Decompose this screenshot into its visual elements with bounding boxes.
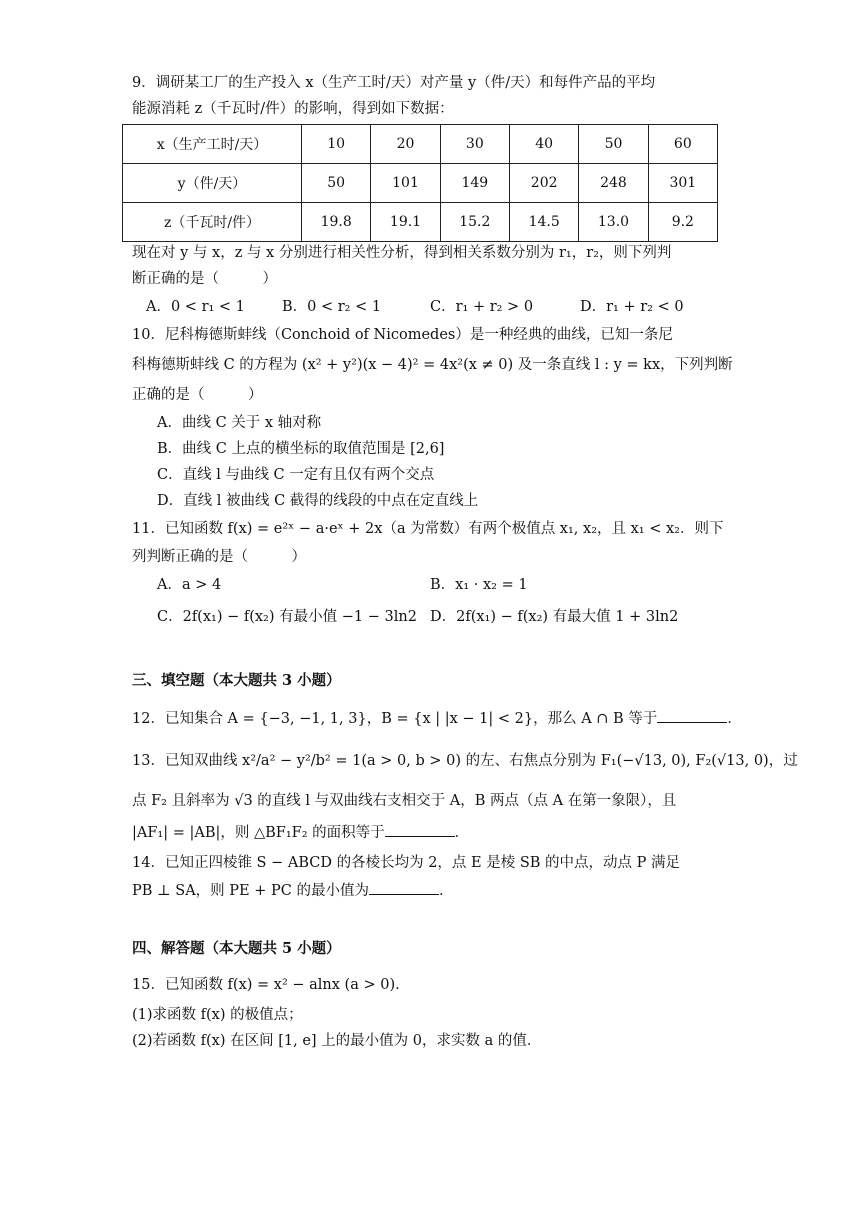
q10-line2: 科梅德斯蚌线 C 的方程为 (x² + y²)(x − 4)² = 4x²(x ≠ 0) 及一条直线 l : y = kx，下列判断 <box>132 357 733 373</box>
table-row-head: z（千瓦时/件） <box>123 203 302 242</box>
table-cell: 20 <box>371 125 440 164</box>
table-cell: 14.5 <box>509 203 578 242</box>
q15-part2: (2)若函数 f(x) 在区间 [1, e] 上的最小值为 0，求实数 a 的值． <box>132 1033 542 1049</box>
table-cell: 101 <box>371 164 440 203</box>
q14-line1: 14．已知正四棱锥 S − ABCD 的各棱长均为 2，点 E 是棱 SB 的中点，动点 P 满足 <box>132 855 681 871</box>
q12-answer-blank[interactable] <box>657 708 727 723</box>
q13-period: ． <box>454 825 470 841</box>
q10-option-a[interactable]: A．曲线 C 关于 x 轴对称 <box>157 415 322 431</box>
q12-text: 12．已知集合 A = {−3, −1, 1, 3}，B = {x | |x − 1| < 2}，那么 A ∩ B 等于 <box>132 711 658 727</box>
table-cell: 248 <box>579 164 648 203</box>
table-cell: 15.2 <box>440 203 509 242</box>
q9-option-b[interactable]: B．0 < r₂ < 1 <box>282 299 382 315</box>
q15-line1: 15．已知函数 f(x) = x² − alnx (a > 0)． <box>132 977 410 993</box>
q13-line1: 13．已知双曲线 x²/a² − y²/b² = 1(a > 0, b > 0) 的左、右焦点分别为 F₁(−√13, 0), F₂(√13, 0)，过 <box>132 753 798 769</box>
q14-text: PB ⊥ SA，则 PE + PC 的最小值为 <box>132 883 369 899</box>
table-row-head: x（生产工时/天） <box>123 125 302 164</box>
table-cell: 50 <box>579 125 648 164</box>
q9-option-d[interactable]: D．r₁ + r₂ < 0 <box>580 299 684 315</box>
q11-line1: 11．已知函数 f(x) = e²ˣ − a·eˣ + 2x（a 为常数）有两个极值点 x₁, x₂，且 x₁ < x₂．则下 <box>132 521 724 537</box>
q14-period: ． <box>438 883 454 899</box>
q13-answer-blank[interactable] <box>385 822 455 837</box>
q9-line4: 断正确的是（ ） <box>132 271 277 287</box>
q9-data-table <box>122 124 718 242</box>
q14-line2 <box>132 880 453 902</box>
table-row <box>123 203 718 242</box>
q11-option-a[interactable]: A．a > 4 <box>157 577 222 593</box>
table-row <box>123 125 718 164</box>
table-cell: 60 <box>648 125 717 164</box>
q9-option-a[interactable]: A．0 < r₁ < 1 <box>146 299 245 315</box>
q13-line3 <box>132 822 469 844</box>
q12-line <box>132 708 742 730</box>
q10-line1: 10．尼科梅德斯蚌线（Conchoid of Nicomedes）是一种经典的曲线，已知一条尼 <box>132 327 673 343</box>
table-cell: 10 <box>302 125 371 164</box>
q9-line1: 9．调研某工厂的生产投入 x（生产工时/天）对产量 y（件/天）和每件产品的平均 <box>132 75 656 91</box>
q10-option-c[interactable]: C．直线 l 与曲线 C 一定有且仅有两个交点 <box>157 467 435 483</box>
q11-option-d[interactable]: D．2f(x₁) − f(x₂) 有最大值 1 + 3ln2 <box>430 609 679 625</box>
q11-option-b[interactable]: B．x₁ · x₂ = 1 <box>430 577 528 593</box>
table-cell: 301 <box>648 164 717 203</box>
section-title-answer: 四、解答题（本大题共 5 小题） <box>132 940 341 957</box>
table-cell: 13.0 <box>579 203 648 242</box>
q12-period: ． <box>727 711 742 727</box>
q13-line2: 点 F₂ 且斜率为 √3 的直线 l 与双曲线右支相交于 A，B 两点（点 A 在第一象限），且 <box>132 793 677 809</box>
table-cell: 50 <box>302 164 371 203</box>
q9-line3: 现在对 y 与 x，z 与 x 分别进行相关性分析，得到相关系数分别为 r₁，r₂，则下列判 <box>132 245 672 261</box>
table-row <box>123 164 718 203</box>
table-cell: 202 <box>509 164 578 203</box>
q10-line3: 正确的是（ ） <box>132 387 263 403</box>
q10-option-d[interactable]: D．直线 l 被曲线 C 截得的线段的中点在定直线上 <box>157 493 479 509</box>
q10-option-b[interactable]: B．曲线 C 上点的横坐标的取值范围是 [2,6] <box>157 441 445 457</box>
q11-option-c[interactable]: C．2f(x₁) − f(x₂) 有最小值 −1 − 3ln2 <box>157 609 417 625</box>
table-cell: 30 <box>440 125 509 164</box>
table-cell: 19.1 <box>371 203 440 242</box>
q9-line2: 能源消耗 z（千瓦时/件）的影响，得到如下数据： <box>132 101 454 117</box>
table-cell: 40 <box>509 125 578 164</box>
table-cell: 19.8 <box>302 203 371 242</box>
q14-answer-blank[interactable] <box>369 880 439 895</box>
section-title-fill-in: 三、填空题（本大题共 3 小题） <box>132 672 341 689</box>
q15-part1: (1)求函数 f(x) 的极值点； <box>132 1007 303 1023</box>
q13-text: |AF₁| = |AB|，则 △BF₁F₂ 的面积等于 <box>132 825 385 841</box>
table-row-head: y（件/天） <box>123 164 302 203</box>
q11-line2: 列判断正确的是（ ） <box>132 549 306 565</box>
table-cell: 9.2 <box>648 203 717 242</box>
table-cell: 149 <box>440 164 509 203</box>
q9-option-c[interactable]: C．r₁ + r₂ > 0 <box>430 299 534 315</box>
